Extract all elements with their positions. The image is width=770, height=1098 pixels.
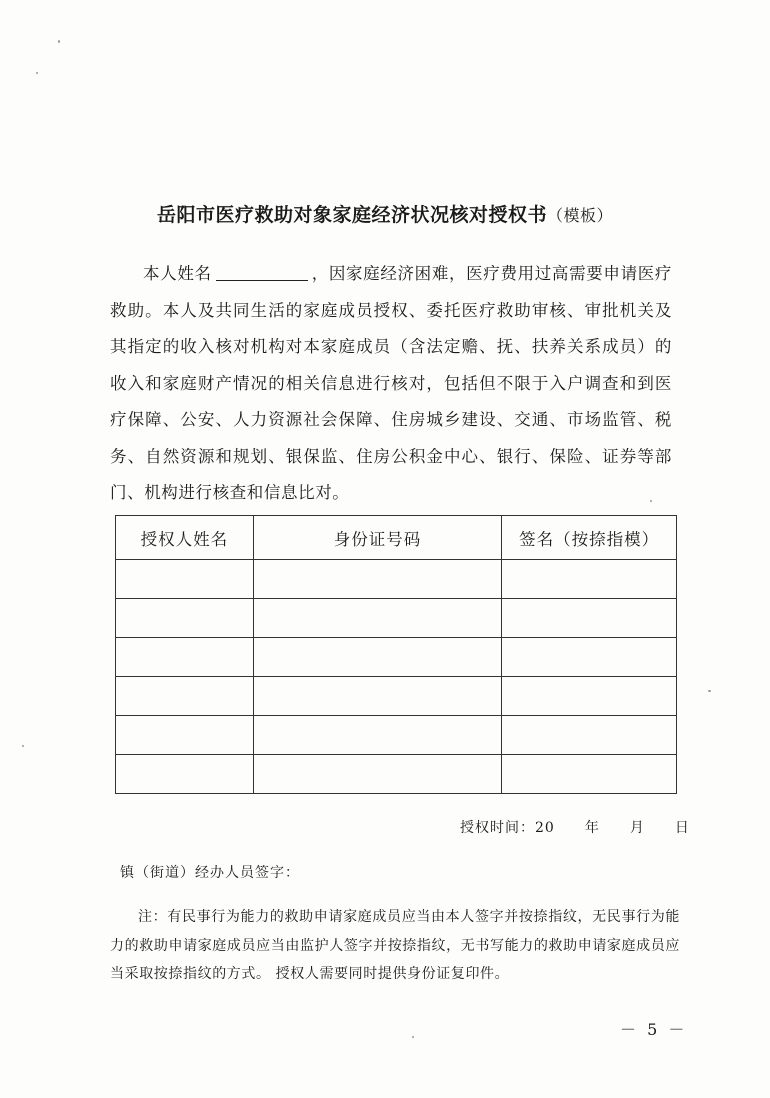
title-suffix: （模板） [547,206,614,225]
scan-speck [36,72,38,74]
cell-name [116,677,254,716]
name-lead: 本人姓名 [143,264,212,283]
table-row [116,599,677,638]
cell-signature [502,599,677,638]
header-authorizer-name: 授权人姓名 [116,516,254,560]
cell-name [116,716,254,755]
table-row [116,716,677,755]
title-main: 岳阳市医疗救助对象家庭经济状况核对授权书 [156,204,547,226]
date-year-prefix: 20 [535,820,555,836]
cell-name [116,560,254,599]
cell-signature [502,716,677,755]
scan-speck [22,745,24,747]
authorization-table [115,515,677,794]
cell-name [116,638,254,677]
cell-id [253,599,502,638]
date-day-unit: 日 [674,820,690,836]
name-blank-line [216,262,308,281]
footnote [110,903,680,989]
cell-id [253,560,502,599]
date-label: 授权时间： [460,820,535,836]
authorization-text: ，因家庭经济困难，医疗费用过高需要申请医疗救助。本人及共同生活的家庭成员授权、委托医疗救助审核、审批机关及其指定的收入核对机构对本家庭成员（含法定赡、抚、扶养关系成员）的收入和家庭财产情况的相关信息进行核对，包括但不限于入户调查和到医疗保障、公安、人力资源社会保障、住房城乡建设、交通、市场监管、税务、自然资源和规划、银保监、住房公积金中心、银行、保险、证券等部门、机构进行核查和信息比对。 [110,264,672,502]
cell-signature [502,677,677,716]
scan-speck [412,1036,414,1038]
page-number: － 5 － [620,1020,688,1039]
page-title [0,200,770,227]
cell-name [116,599,254,638]
cell-signature [502,560,677,599]
table-row [116,677,677,716]
cell-id [253,638,502,677]
cell-name [116,755,254,794]
header-id-number: 身份证号码 [253,516,502,560]
date-year-unit: 年 [584,820,600,836]
scan-speck [650,500,652,502]
cell-id [253,755,502,794]
authorization-date [460,817,690,837]
table-row [116,755,677,794]
cell-signature [502,755,677,794]
table-header-row [116,516,677,560]
cell-id [253,677,502,716]
table-row [116,638,677,677]
cell-signature [502,638,677,677]
footnote-text: 注：有民事行为能力的救助申请家庭成员应当由本人签字并按捺指纹，无民事行为能力的救助申请家庭成员应当由监护人签字并按捺指纹，无书写能力的救助申请家庭成员应当采取按捺指纹的方式。 授权人需要同时提供身份证复印件。 [110,909,680,982]
table-row [116,560,677,599]
scan-speck [58,40,60,43]
scan-speck [708,690,711,692]
header-signature: 签名（按捺指模） [502,516,677,560]
staff-signature-line: 镇（街道）经办人员签字： [120,865,300,881]
cell-id [253,716,502,755]
authorization-paragraph [110,256,672,512]
date-month-unit: 月 [629,820,645,836]
